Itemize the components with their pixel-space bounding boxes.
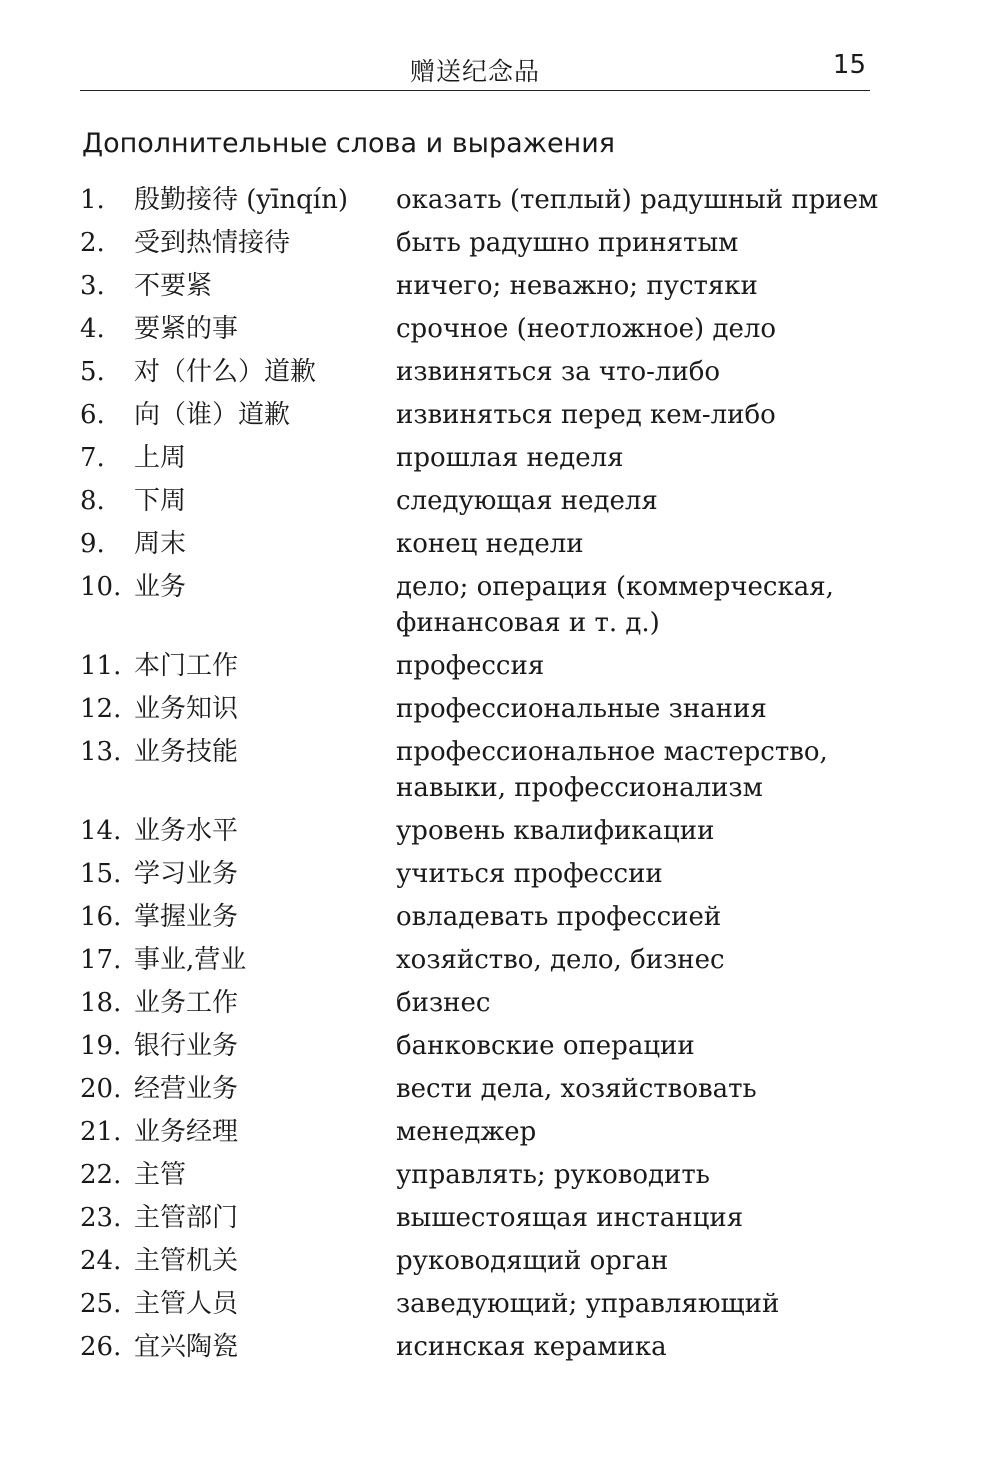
chinese-term: 主管机关	[134, 1246, 239, 1276]
entry-number: 26.	[80, 1332, 122, 1362]
entry-number: 9.	[80, 529, 105, 559]
vocab-entry	[80, 268, 880, 304]
page-number: 15	[832, 50, 866, 80]
russian-translation: срочное (неотложное) дело	[396, 314, 777, 344]
russian-translation: менеджер	[396, 1117, 537, 1147]
entry-number: 4.	[80, 314, 105, 344]
entry-number: 6.	[80, 400, 105, 430]
russian-translation: профессиональное мастерство, навыки, профессионализм	[396, 737, 828, 803]
vocab-entry	[80, 1071, 880, 1107]
russian-translation: руководящий орган	[396, 1246, 669, 1276]
chinese-term: 宜兴陶瓷	[134, 1332, 239, 1362]
russian-translation: заведующий; управляющий	[396, 1289, 780, 1319]
vocab-entry	[80, 985, 880, 1021]
vocab-entry	[80, 942, 880, 978]
entry-number: 20.	[80, 1074, 122, 1104]
chinese-term: 对（什么）道歉	[134, 357, 317, 387]
russian-translation: оказать (теплый) радушный прием	[396, 185, 879, 215]
chinese-term: 经营业务	[134, 1074, 239, 1104]
entry-number: 16.	[80, 902, 122, 932]
russian-translation: хозяйство, дело, бизнес	[396, 945, 725, 975]
vocab-entry	[80, 813, 880, 849]
chinese-term: 下周	[134, 486, 187, 516]
russian-translation: следующая неделя	[396, 486, 658, 516]
russian-translation: ничего; неважно; пустяки	[396, 271, 758, 301]
russian-translation: вести дела, хозяйствовать	[396, 1074, 757, 1104]
vocab-entry	[80, 354, 880, 390]
chinese-term: 业务技能	[134, 737, 239, 767]
russian-translation: учиться профессии	[396, 859, 663, 889]
chinese-term: 主管人员	[134, 1289, 239, 1319]
entry-number: 17.	[80, 945, 122, 975]
entry-number: 14.	[80, 816, 122, 846]
russian-translation: профессия	[396, 651, 545, 681]
russian-translation: профессиональные знания	[396, 694, 767, 724]
page-header	[80, 48, 870, 91]
entry-number: 5.	[80, 357, 105, 387]
entry-number: 13.	[80, 737, 122, 767]
vocabulary-list	[80, 182, 880, 1372]
chinese-term: 要紧的事	[134, 314, 239, 344]
entry-number: 7.	[80, 443, 105, 473]
russian-translation: извиняться за что-либо	[396, 357, 721, 387]
vocab-entry	[80, 1243, 880, 1279]
russian-translation: исинская керамика	[396, 1332, 667, 1362]
chinese-term: 业务经理	[134, 1117, 239, 1147]
vocab-entry	[80, 856, 880, 892]
vocab-entry	[80, 1114, 880, 1150]
chinese-term: 业务知识	[134, 694, 239, 724]
chinese-term: 向（谁）道歉	[134, 400, 291, 430]
entry-number: 2.	[80, 228, 105, 258]
vocab-entry	[80, 1329, 880, 1365]
vocab-entry	[80, 1286, 880, 1322]
vocab-entry	[80, 734, 880, 806]
chinese-term: 银行业务	[134, 1031, 239, 1061]
chinese-term: 主管部门	[134, 1203, 239, 1233]
russian-translation: конец недели	[396, 529, 584, 559]
russian-translation: вышестоящая инстанция	[396, 1203, 744, 1233]
russian-translation: прошлая неделя	[396, 443, 624, 473]
entry-number: 11.	[80, 651, 122, 681]
entry-number: 18.	[80, 988, 122, 1018]
russian-translation: управлять; руководить	[396, 1160, 710, 1190]
chinese-term: 不要紧	[134, 271, 213, 301]
chinese-term: 周末	[134, 529, 187, 559]
vocab-entry	[80, 648, 880, 684]
russian-translation: банковские операции	[396, 1031, 695, 1061]
entry-number: 15.	[80, 859, 122, 889]
russian-translation: овладевать профессией	[396, 902, 722, 932]
vocab-entry	[80, 182, 880, 218]
chinese-term: 事业,营业	[134, 945, 247, 975]
chinese-term: 上周	[134, 443, 187, 473]
vocab-entry	[80, 899, 880, 935]
vocab-entry	[80, 397, 880, 433]
entry-number: 22.	[80, 1160, 122, 1190]
russian-translation: быть радушно принятым	[396, 228, 739, 258]
vocab-entry	[80, 569, 880, 641]
chinese-term: 殷勤接待 (yīnqín)	[134, 185, 349, 215]
russian-translation: дело; операция (коммерческая, финансовая и т. д.)	[396, 572, 834, 638]
russian-translation: бизнес	[396, 988, 491, 1018]
vocab-entry	[80, 1200, 880, 1236]
vocab-entry	[80, 440, 880, 476]
chinese-term: 主管	[134, 1160, 187, 1190]
entry-number: 19.	[80, 1031, 122, 1061]
chinese-term: 学习业务	[134, 859, 239, 889]
entry-number: 21.	[80, 1117, 122, 1147]
entry-number: 10.	[80, 572, 122, 602]
entry-number: 1.	[80, 185, 105, 215]
chinese-term: 业务	[134, 572, 187, 602]
running-title: 赠送纪念品	[409, 57, 540, 86]
chinese-term: 业务工作	[134, 988, 239, 1018]
section-title: Дополнительные слова и выражения	[82, 128, 615, 159]
vocab-entry	[80, 1028, 880, 1064]
chinese-term: 本门工作	[134, 651, 239, 681]
entry-number: 23.	[80, 1203, 122, 1233]
entry-number: 24.	[80, 1246, 122, 1276]
entry-number: 8.	[80, 486, 105, 516]
chinese-term: 业务水平	[134, 816, 239, 846]
chinese-term: 受到热情接待	[134, 228, 291, 258]
russian-translation: уровень квалификации	[396, 816, 715, 846]
vocab-entry	[80, 311, 880, 347]
russian-translation: извиняться перед кем-либо	[396, 400, 776, 430]
entry-number: 25.	[80, 1289, 122, 1319]
vocab-entry	[80, 1157, 880, 1193]
vocab-entry	[80, 483, 880, 519]
chinese-term: 掌握业务	[134, 902, 239, 932]
entry-number: 12.	[80, 694, 122, 724]
vocab-entry	[80, 526, 880, 562]
vocab-entry	[80, 691, 880, 727]
vocab-entry	[80, 225, 880, 261]
entry-number: 3.	[80, 271, 105, 301]
